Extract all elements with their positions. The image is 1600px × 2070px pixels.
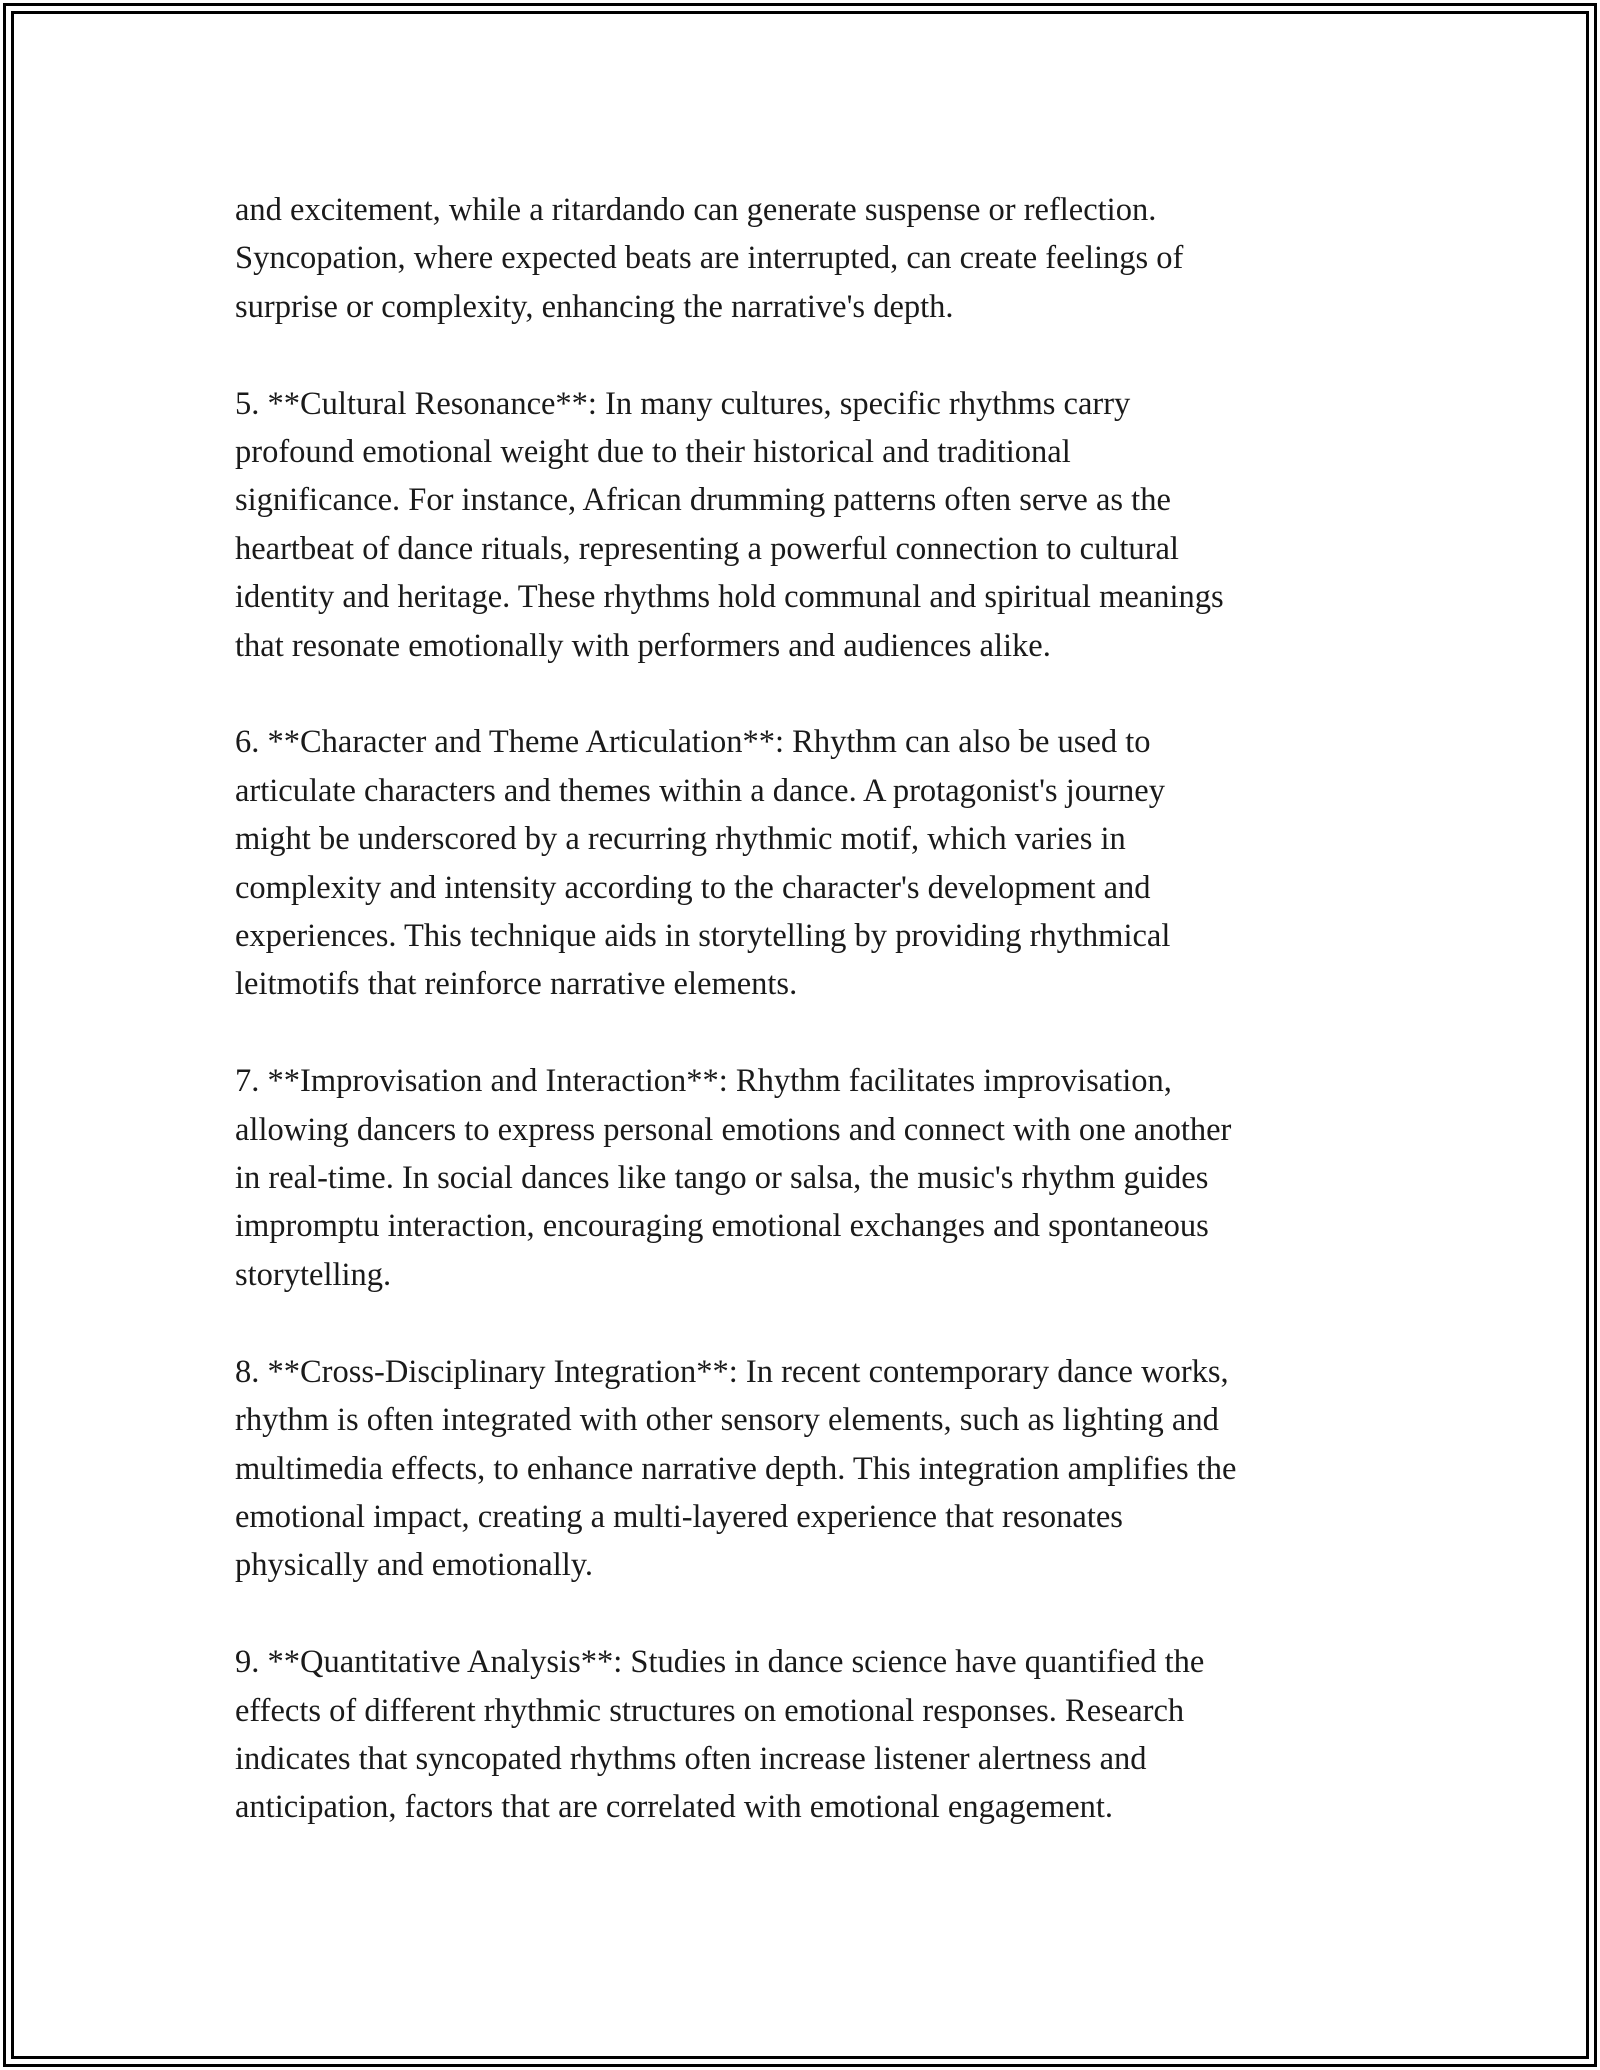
text-line: impromptu interaction, encouraging emotional exchanges and spontaneous [235, 1208, 1209, 1245]
paragraph-cultural-resonance [235, 380, 1395, 670]
text-line: emotional impact, creating a multi-layered experience that resonates [235, 1498, 1123, 1535]
text-line: 8. **Cross-Disciplinary Integration**: In recent contemporary dance works, [235, 1353, 1229, 1390]
text-line: 7. **Improvisation and Interaction**: Rhythm facilitates improvisation, [235, 1063, 1172, 1100]
text-line: effects of different rhythmic structures on emotional responses. Research [235, 1692, 1185, 1729]
text-line: storytelling. [235, 1256, 392, 1293]
text-line: articulate characters and themes within a dance. A protagonist's journey [235, 772, 1165, 809]
text-line: multimedia effects, to enhance narrative depth. This integration amplifies the [235, 1450, 1237, 1487]
text-line: anticipation, factors that are correlated with emotional engagement. [235, 1789, 1114, 1826]
text-line: physically and emotionally. [235, 1547, 594, 1584]
text-line: leitmotifs that reinforce narrative elements. [235, 966, 798, 1003]
text-line: complexity and intensity according to the character's development and [235, 869, 1151, 906]
text-line: significance. For instance, African drumming patterns often serve as the [235, 482, 1171, 519]
text-line: 6. **Character and Theme Articulation**: Rhythm can also be used to [235, 724, 1151, 761]
text-line: allowing dancers to express personal emotions and connect with one another [235, 1111, 1232, 1148]
paragraph-quantitative-analysis [235, 1638, 1395, 1832]
text-line: and excitement, while a ritardando can generate suspense or reflection. [235, 192, 1157, 228]
text-line: heartbeat of dance rituals, representing a powerful connection to cultural [235, 530, 1179, 567]
text-line: in real-time. In social dances like tango or salsa, the music's rhythm guides [235, 1160, 1209, 1197]
text-line: profound emotional weight due to their historical and traditional [235, 434, 1071, 471]
text-line: might be underscored by a recurring rhythmic motif, which varies in [235, 821, 1126, 858]
text-line: Syncopation, where expected beats are interrupted, can create feelings of [235, 240, 1184, 277]
text-line: 9. **Quantitative Analysis**: Studies in dance science have quantified the [235, 1644, 1205, 1681]
text-line: surprise or complexity, enhancing the narrative's depth. [235, 288, 954, 325]
text-line: that resonate emotionally with performers and audiences alike. [235, 627, 1051, 664]
text-line: experiences. This technique aids in storytelling by providing rhythmical [235, 918, 1171, 955]
text-line: rhythm is often integrated with other sensory elements, such as lighting and [235, 1402, 1219, 1439]
paragraph-cross-disciplinary [235, 1348, 1395, 1590]
paragraph-improvisation [235, 1057, 1395, 1299]
text-line: identity and heritage. These rhythms hold communal and spiritual meanings [235, 579, 1224, 616]
text-line: 5. **Cultural Resonance**: In many cultures, specific rhythms carry [235, 385, 1131, 422]
text-line: indicates that syncopated rhythms often increase listener alertness and [235, 1740, 1147, 1777]
paragraph-rhythm-continuation [235, 186, 1395, 331]
paragraph-character-theme [235, 718, 1395, 1008]
document-body [235, 186, 1395, 1880]
